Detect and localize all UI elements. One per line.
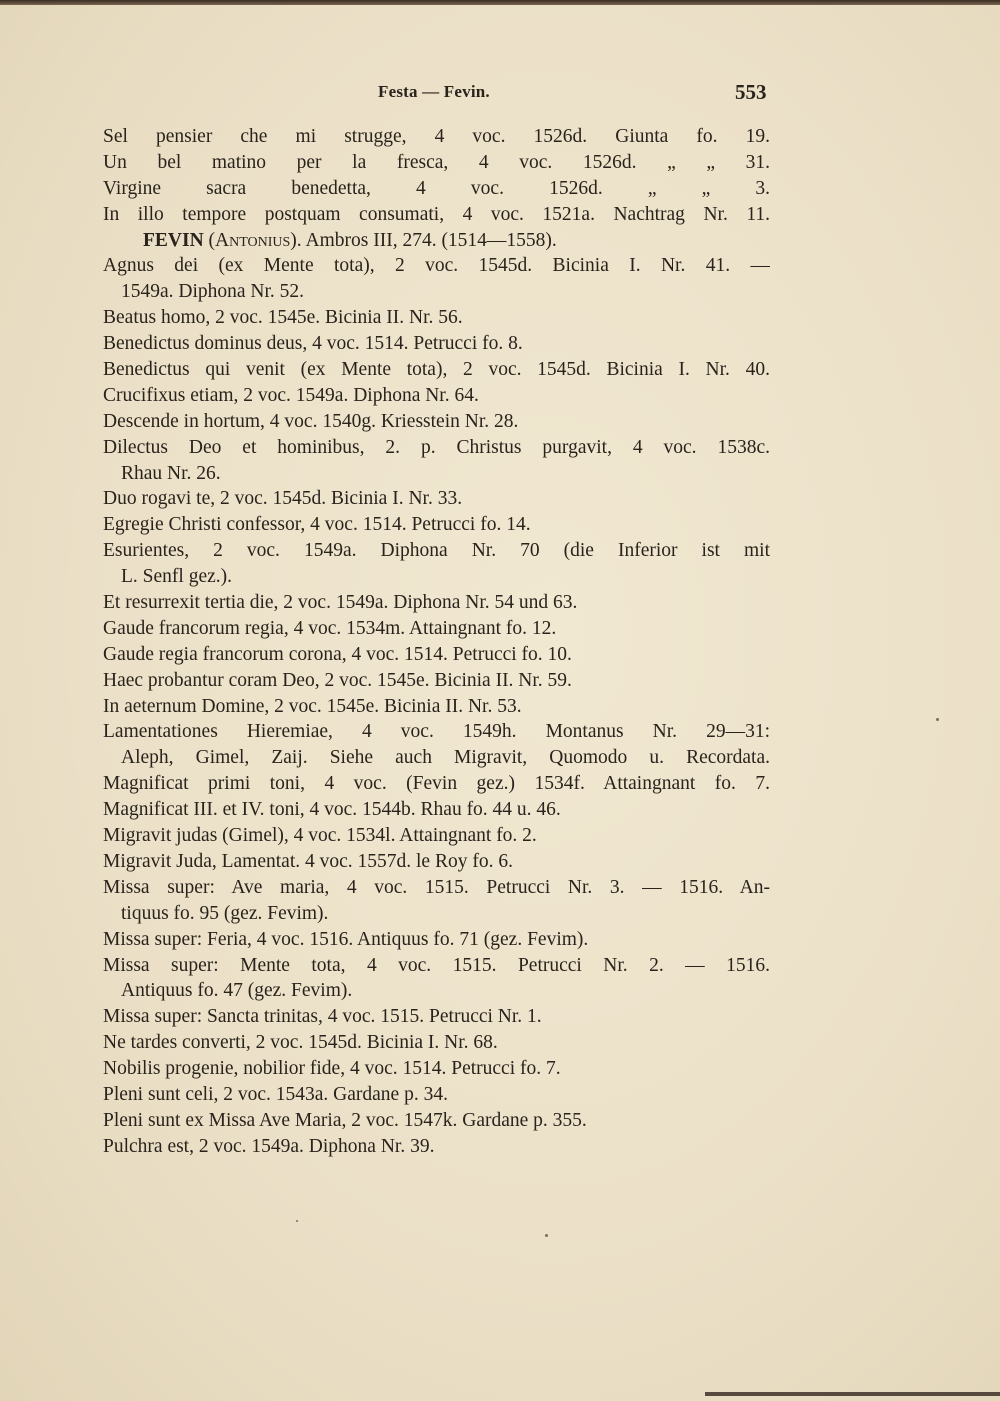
entry-continuation-line: Antiquus fo. 47 (gez. Fevim). xyxy=(121,980,353,1002)
entry-line: Magnificat primi toni, 4 voc. (Fevin gez.) 1534f. Attaingnant fo. 7. xyxy=(103,773,770,795)
entry-line: Ne tardes converti, 2 voc. 1545d. Bicinia I. Nr. 68. xyxy=(103,1032,498,1054)
entry-line: Descende in hortum, 4 voc. 1540g. Kriesstein Nr. 28. xyxy=(103,410,519,432)
running-head: Festa — Fevin. xyxy=(378,82,490,101)
entry-line: Benedictus dominus deus, 4 voc. 1514. Petrucci fo. 8. xyxy=(103,333,523,355)
entry-line: Migravit judas (Gimel), 4 voc. 1534l. Attaingnant fo. 2. xyxy=(103,825,537,847)
entry-line: Et resurrexit tertia die, 2 voc. 1549a. Diphona Nr. 54 und 63. xyxy=(103,592,578,614)
entry-line: Sel pensier che mi strugge, 4 voc. 1526d. Giunta fo. 19. xyxy=(103,126,770,147)
entry-line: Crucifixus etiam, 2 voc. 1549a. Diphona Nr. 64. xyxy=(103,384,479,406)
entry-line: Benedictus qui venit (ex Mente tota), 2 voc. 1545d. Bicinia I. Nr. 40. xyxy=(103,359,770,381)
entry-line: Migravit Juda, Lamentat. 4 voc. 1557d. le Roy fo. 6. xyxy=(103,850,513,872)
entry-line: Virgine sacra benedetta, 4 voc. 1526d. „ „ 3. xyxy=(103,177,770,199)
entry-line: Un bel matino per la fresca, 4 voc. 1526d. „ „ 31. xyxy=(103,151,770,173)
entry-line: Magnificat III. et IV. toni, 4 voc. 1544b. Rhau fo. 44 u. 46. xyxy=(103,799,561,821)
entry-line: Gaude regia francorum corona, 4 voc. 1514. Petrucci fo. 10. xyxy=(103,643,572,665)
composer-name: FEVIN xyxy=(143,229,204,251)
entry-line: Missa super: Feria, 4 voc. 1516. Antiquus fo. 71 (gez. Fevim). xyxy=(103,928,589,950)
entry-line: Lamentationes Hieremiae, 4 voc. 1549h. Montanus Nr. 29—31: xyxy=(103,721,770,743)
entry-line: Dilectus Deo et hominibus, 2. p. Christus purgavit, 4 voc. 1538c. xyxy=(103,436,770,458)
entry-line: Haec probantur coram Deo, 2 voc. 1545e. Bicinia II. Nr. 59. xyxy=(103,669,572,691)
entry-line: In aeternum Domine, 2 voc. 1545e. Bicinia II. Nr. 53. xyxy=(103,695,522,717)
page-header xyxy=(0,80,1000,110)
entry-line: Gaude francorum regia, 4 voc. 1534m. Attaingnant fo. 12. xyxy=(103,617,557,639)
composer-heading xyxy=(103,228,770,254)
catalogue-entries xyxy=(103,124,770,1160)
composer-given-name: (Antonius). xyxy=(208,229,302,251)
entry-line: Agnus dei (ex Mente tota), 2 voc. 1545d. Bicinia I. Nr. 41. — xyxy=(103,255,770,277)
page-bottom-shadow xyxy=(705,1392,1000,1396)
paper-speck xyxy=(545,1234,548,1237)
entry-line: Egregie Christi confessor, 4 voc. 1514. Petrucci fo. 14. xyxy=(103,514,531,536)
entry-continuation-line: 1549a. Diphona Nr. 52. xyxy=(121,281,305,303)
entry-line: Missa super: Sancta trinitas, 4 voc. 1515. Petrucci Nr. 1. xyxy=(103,1006,542,1028)
entry-line: Missa super: Mente tota, 4 voc. 1515. Petrucci Nr. 2. — 1516. xyxy=(103,954,770,976)
entry-continuation-line: L. Senfl gez.). xyxy=(121,566,233,588)
entry-line: Duo rogavi te, 2 voc. 1545d. Bicinia I. Nr. 33. xyxy=(103,488,463,510)
entry-continuation-line: Rhau Nr. 26. xyxy=(121,462,221,484)
entry-line: Pleni sunt celi, 2 voc. 1543a. Gardane p. 34. xyxy=(103,1083,448,1105)
entry-line: Nobilis progenie, nobilior fide, 4 voc. 1514. Petrucci fo. 7. xyxy=(103,1058,561,1080)
entry-line: In illo tempore postquam consumati, 4 voc. 1521a. Nachtrag Nr. 11. xyxy=(103,203,770,225)
paper-speck xyxy=(296,1220,298,1222)
paper-speck xyxy=(936,718,939,721)
entry-line: Pleni sunt ex Missa Ave Maria, 2 voc. 1547k. Gardane p. 355. xyxy=(103,1109,587,1131)
entry-line: Missa super: Ave maria, 4 voc. 1515. Petrucci Nr. 3. — 1516. An- xyxy=(103,876,770,898)
page-top-edge xyxy=(0,0,1000,5)
composer-reference: Ambros III, 274. (1514—1558). xyxy=(305,229,557,251)
entry-line: Esurientes, 2 voc. 1549a. Diphona Nr. 70 (die Inferior ist mit xyxy=(103,540,770,562)
entry-continuation-line: Aleph, Gimel, Zaij. Siehe auch Migravit, Quomodo u. Recordata. xyxy=(121,747,770,769)
entry-line: Pulchra est, 2 voc. 1549a. Diphona Nr. 39. xyxy=(103,1135,435,1157)
page-number: 553 xyxy=(735,80,767,104)
entry-line: Beatus homo, 2 voc. 1545e. Bicinia II. Nr. 56. xyxy=(103,307,463,329)
entry-continuation-line: tiquus fo. 95 (gez. Fevim). xyxy=(121,902,329,924)
